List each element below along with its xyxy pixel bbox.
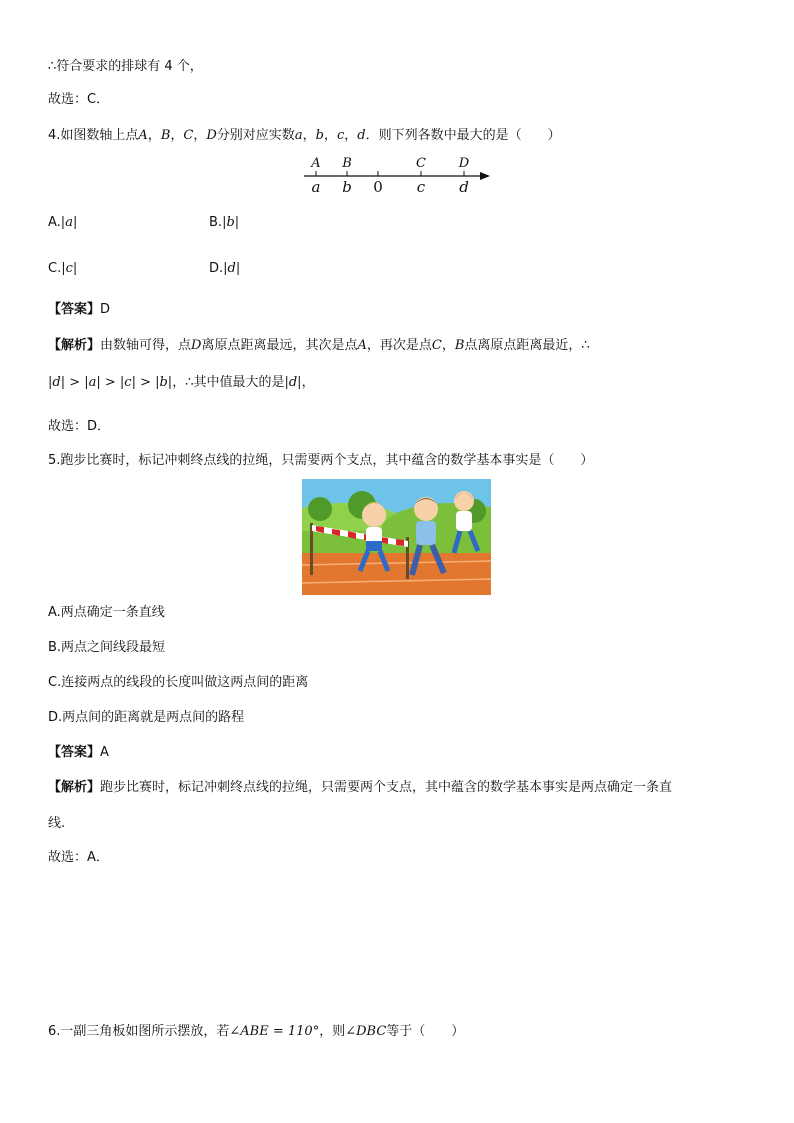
q6-angle-dbc: ∠DBC xyxy=(345,1024,387,1039)
q4-comma: ， xyxy=(323,128,337,143)
q4-comma: ， xyxy=(302,128,316,143)
max-value: |d| xyxy=(284,375,302,390)
q4-suffix: ．则下列各数中最大的是（ ） xyxy=(365,128,561,143)
q5-text: 5.跑步比赛时，标记冲刺终点线的拉绳，只需要两个支点，其中蕴含的数学基本事实是（ ） xyxy=(48,453,594,468)
option-a-prefix: A. xyxy=(48,215,61,230)
q4-comma: ， xyxy=(147,128,161,143)
q5-option-c-text: C.连接两点的线段的长度叫做这两点间的距离 xyxy=(48,675,309,690)
lower-label-a: a xyxy=(311,178,321,196)
analysis-text: 跑步比赛时，标记冲刺终点线的拉绳，只需要两个支点，其中蕴含的数学基本事实是两点确定一条直 xyxy=(100,780,673,795)
analysis-text: 点离原点距离最近，∴ xyxy=(464,338,590,353)
q4-choice-text: 故选：D． xyxy=(48,419,111,434)
analysis-text: 由数轴可得，点 xyxy=(100,338,192,353)
q4-option-a xyxy=(48,214,77,232)
q4-real-c: c xyxy=(336,128,345,143)
question-5 xyxy=(48,452,593,470)
q5-analysis-line-2 xyxy=(48,815,65,833)
upper-label-b: B xyxy=(342,156,352,171)
q6-prefix: 6.一副三角板如图所示摆放，若 xyxy=(48,1024,230,1039)
q6-suffix: 等于（ ） xyxy=(386,1024,465,1039)
question-6 xyxy=(48,1023,464,1041)
lower-label-d: d xyxy=(459,178,469,196)
running-race-illustration xyxy=(302,479,491,595)
number-line-arrow-icon xyxy=(480,172,490,180)
analysis-text: 离原点距离最远，其次是点 xyxy=(201,338,358,353)
q4-real-d: d xyxy=(357,128,366,143)
abs-bar: | xyxy=(223,261,228,276)
q4-option-c xyxy=(48,260,77,278)
q5-option-a xyxy=(48,604,165,622)
answer-value: A xyxy=(100,745,109,760)
q6-mid: ，则 xyxy=(319,1024,346,1039)
analysis-tag: 【解析】 xyxy=(48,780,101,795)
q5-option-d-text: D.两点间的距离就是两点间的路程 xyxy=(48,710,245,725)
q4-point-b: B xyxy=(160,128,171,143)
q4-answer xyxy=(48,301,110,319)
analysis-point-a: A xyxy=(357,338,367,353)
lower-label-zero: 0 xyxy=(373,178,383,196)
q4-conclusion xyxy=(48,418,110,436)
analysis-text: ，再次是点 xyxy=(366,338,432,353)
choice-text: 故选：C． xyxy=(48,92,110,107)
conclusion-text: ∴符合要求的排球有 4 个， xyxy=(48,59,203,74)
option-c-prefix: C. xyxy=(48,261,62,276)
analysis-point-d: D xyxy=(191,338,202,353)
q4-point-c: C xyxy=(183,128,194,143)
analysis-point-c: C xyxy=(431,338,442,353)
option-d-var: d xyxy=(227,261,236,276)
analysis-point-b: B xyxy=(454,338,465,353)
q4-point-d: D xyxy=(206,128,217,143)
q4-mid: 分别对应实数 xyxy=(216,128,295,143)
q5-answer xyxy=(48,744,109,762)
q4-comma: ， xyxy=(193,128,207,143)
q5-choice-text: 故选：A． xyxy=(48,850,109,865)
q4-option-b xyxy=(209,214,239,232)
abs-bar: | xyxy=(72,215,78,230)
q4-real-a: a xyxy=(294,128,303,143)
q4-prefix: 4.如图数轴上点 xyxy=(48,128,139,143)
question-4 xyxy=(48,127,561,145)
analysis-text: ，∴其中值最大的是 xyxy=(172,375,285,390)
q5-analysis-line-1 xyxy=(48,779,672,797)
option-b-prefix: B. xyxy=(209,215,223,230)
option-b-var: b xyxy=(226,215,235,230)
option-c-var: c xyxy=(65,261,73,276)
analysis-text: ， xyxy=(441,338,455,353)
q4-comma: ， xyxy=(170,128,184,143)
q4-analysis-line-2 xyxy=(48,374,315,392)
q4-option-d xyxy=(209,260,240,278)
number-line-figure xyxy=(296,150,496,200)
q5-option-b-text: B.两点之间线段最短 xyxy=(48,640,166,655)
abs-bar: | xyxy=(72,261,78,276)
q5-option-d xyxy=(48,709,244,727)
analysis-tag: 【解析】 xyxy=(48,338,101,353)
lower-label-b: b xyxy=(342,178,352,196)
q4-real-b: b xyxy=(315,128,324,143)
text-line-conclusion xyxy=(48,58,203,76)
lower-label-c: c xyxy=(416,178,426,196)
upper-label-a: A xyxy=(311,156,321,171)
q6-angle-abe: ∠ABE = 110° xyxy=(229,1024,320,1039)
option-a-var: a xyxy=(65,215,73,230)
q4-point-a: A xyxy=(138,128,148,143)
answer-value: D xyxy=(100,302,111,317)
q5-option-a-text: A.两点确定一条直线 xyxy=(48,605,165,620)
abs-bar: | xyxy=(61,261,66,276)
inequality: |d| > |a| > |c| > |b| xyxy=(48,375,173,390)
option-d-prefix: D. xyxy=(209,261,224,276)
q5-conclusion xyxy=(48,849,109,867)
analysis-text: ， xyxy=(301,375,315,390)
upper-label-d: D xyxy=(458,156,470,171)
abs-bar: | xyxy=(234,215,240,230)
abs-bar: | xyxy=(235,261,241,276)
abs-bar: | xyxy=(60,215,66,230)
q4-comma: ， xyxy=(344,128,358,143)
upper-label-c: C xyxy=(416,156,426,171)
answer-tag: 【答案】 xyxy=(48,745,101,760)
analysis-text: 线. xyxy=(48,816,66,831)
q5-option-c xyxy=(48,674,308,692)
q5-option-b xyxy=(48,639,165,657)
answer-tag: 【答案】 xyxy=(48,302,101,317)
text-line-choose-c xyxy=(48,91,109,109)
abs-bar: | xyxy=(222,215,227,230)
q4-analysis-line-1 xyxy=(48,337,590,355)
